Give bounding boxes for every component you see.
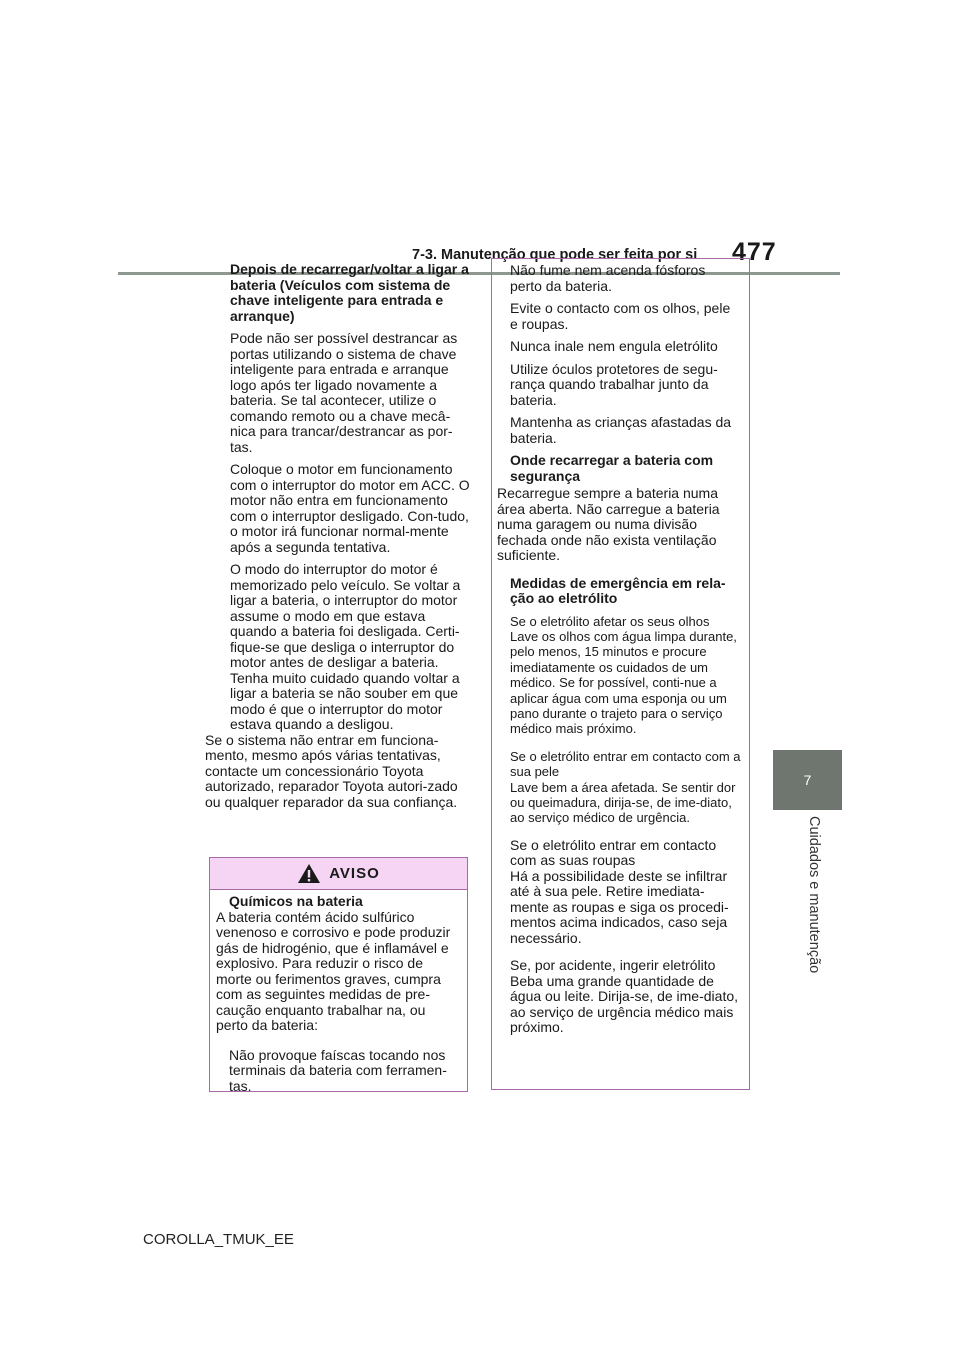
paragraph: Coloque o motor em funcionamento com o interruptor do motor em ACC. O motor não entra em funcionamento com o interruptor desligado. Con-tudo, o motor irá funcionar normal-mente após a segunda tentativa. [230, 461, 470, 555]
recharge-heading: Onde recarregar a bateria com segurança [510, 452, 714, 484]
skin-title: Se o eletrólito entrar em contacto com a sua pele [510, 748, 741, 780]
chapter-tab [773, 750, 842, 810]
warning-triangle-icon [297, 863, 321, 884]
eyes-text: Lave os olhos com água limpa durante, pelo menos, 15 minutos e procure imediatamente os cuidados de um médico. Se for possível, conti-nue a aplicar água com uma esponja ou um pano durante o trajeto para o serviço médico mais próximo. [510, 628, 737, 737]
warning-item: Evite o contacto com os olhos, pele e roupas. [510, 300, 731, 332]
paragraph: Se o sistema não entrar em funciona-mento, mesmo após várias tentativas, contacte um concessionário Toyota autorizado, reparador Toyota autori-zado ou qualquer reparador da sua confiança. [205, 731, 458, 810]
swallow-title: Se, por acidente, ingerir eletrólito [510, 957, 716, 974]
paragraph: Pode não ser possível destrancar as portas utilizando o sistema de chave inteligente para entrada e arranque logo após ter ligado novamente a bateria. Se tal acontecer, utilize o comando remoto ou a chave mecâ-nica para trancar/destrancar as por-tas. [230, 330, 458, 455]
warning-heading: Químicos na bateria [229, 893, 363, 909]
paragraph: O modo do interruptor do motor é memorizado pelo veículo. Se voltar a ligar a bateria, o interruptor do motor assume o modo em que estava quando a bateria foi desligada. Certi-fique-se que desliga o interruptor do motor antes de desligar a bateria. Tenha muito cuidado quando voltar a ligar a bateria se não souber em que modo é que o interruptor do motor estava quando a desligou. [230, 561, 461, 732]
warning-item: Nunca inale nem engula eletrólito [510, 338, 718, 354]
warning-item: Utilize óculos protetores de segu-rança quando trabalhar junto da bateria. [510, 360, 718, 408]
model-code: COROLLA_TMUK_EE [143, 1231, 294, 1248]
warning-intro: A bateria contém ácido sulfúrico venenoso e corrosivo e pode produzir gás de hidrogénio, que é inflamável e explosivo. Para reduzir o risco de morte ou ferimentos graves, cumpra com as seguintes medidas de pre-caução enquanto trabalhar na, ou perto da bateria: [216, 908, 451, 1033]
chapter-title: Cuidados e manutenção [806, 816, 822, 974]
battery-reconnect-heading: Depois de recarregar/voltar a ligar a bateria (Veículos com sistema de chave inteligente para entrada e arranque) [230, 261, 469, 324]
chapter-number: 7 [803, 772, 812, 788]
recharge-text: Recarregue sempre a bateria numa área aberta. Não carregue a bateria numa garagem ou numa divisão fechada onde não exista ventilação suficiente. [497, 485, 720, 563]
page-number: 477 [732, 238, 777, 266]
warning-item: Mantenha as crianças afastadas da bateria. [510, 414, 732, 446]
warning-title: AVISO [329, 865, 380, 882]
warning-continuation-box [491, 258, 750, 1090]
warning-header [210, 858, 467, 890]
warning-box [209, 857, 468, 1092]
warning-item: Não fume nem acenda fósforos perto da bateria. [510, 262, 706, 294]
left-column [205, 261, 471, 810]
emergency-heading: Medidas de emergência em rela-ção ao eletrólito [510, 574, 726, 606]
swallow-text: Beba uma grande quantidade de água ou leite. Dirija-se, de ime-diato, ao serviço de urgência médico mais próximo. [510, 972, 739, 1036]
clothes-title: Se o eletrólito entrar em contacto com as suas roupas [510, 836, 717, 869]
clothes-text: Há a possibilidade deste se infiltrar até à sua pele. Retire imediata-mente as roupas e siga os procedi-mentos acima indicados, caso seja necessário. [510, 867, 729, 946]
warning-item: Não provoque faíscas tocando nos terminais da bateria com ferramen-tas. [229, 1046, 447, 1094]
section-title: 7-3. Manutenção que pode ser feita por si [412, 247, 698, 263]
eyes-title: Se o eletrólito afetar os seus olhos [510, 613, 710, 629]
skin-text: Lave bem a área afetada. Se sentir dor ou queimadura, dirija-se, de ime-diato, ao serviço médico de urgência. [510, 779, 736, 826]
